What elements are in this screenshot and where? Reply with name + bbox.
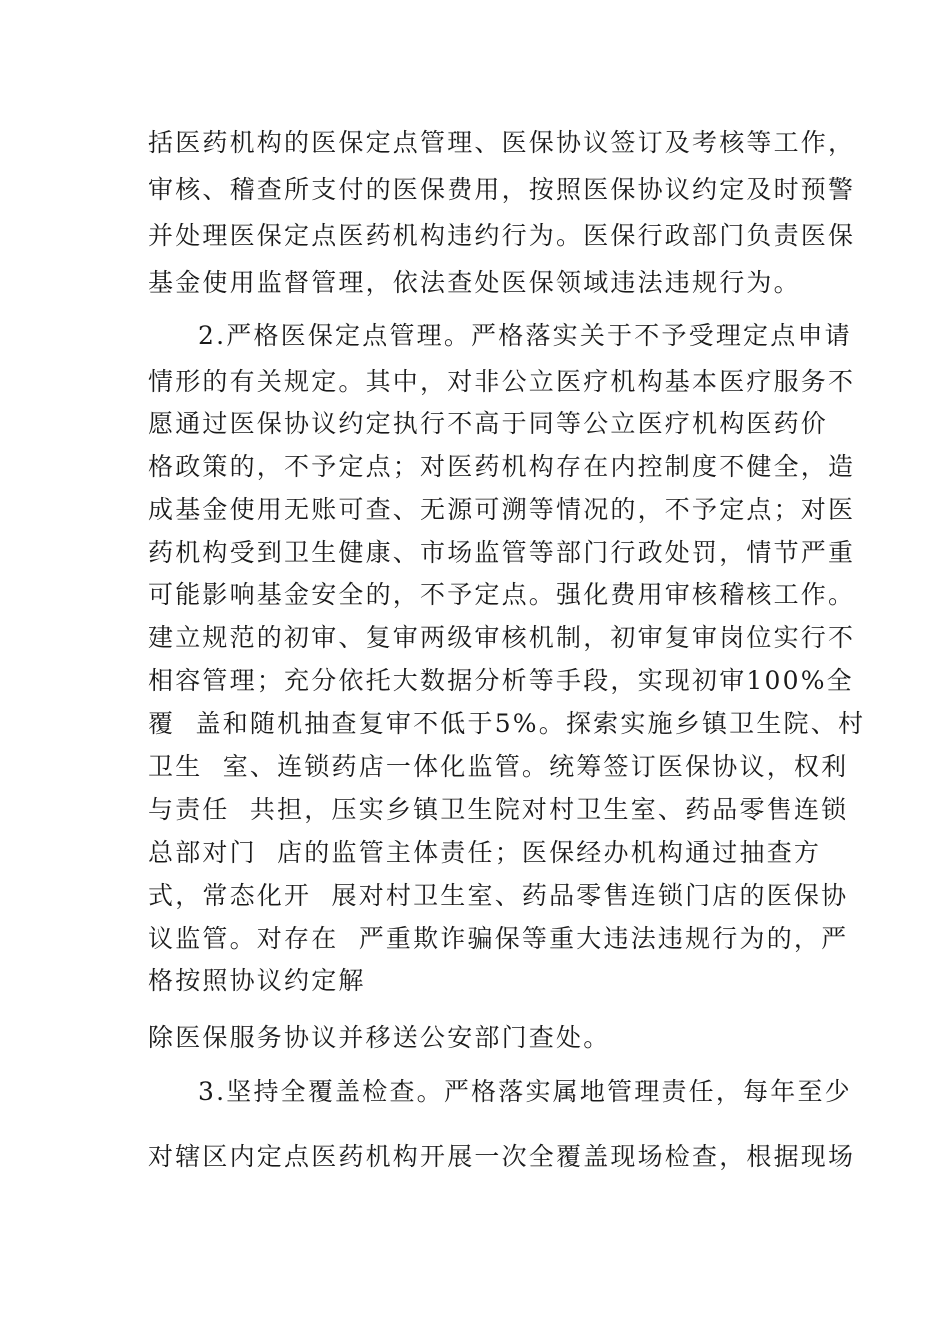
text-line: 并处理医保定点医药机构违约行为。医保行政部门负责医保: [148, 221, 856, 250]
text-line: 可能影响基金安全的，不予定点。强化费用审核稽核工作。: [148, 580, 856, 609]
text-line: 覆 盖和随机抽查复审不低于5%。探索实施乡镇卫生院、村: [148, 709, 866, 738]
text-line: 括医药机构的医保定点管理、医保协议签订及考核等工作，: [148, 128, 856, 157]
text-line: 建立规范的初审、复审两级审核机制，初审复审岗位实行不: [148, 623, 856, 652]
text-line: 基金使用监督管理，依法查处医保领域违法违规行为。: [148, 268, 801, 297]
text-line: 审核、稽查所支付的医保费用，按照医保协议约定及时预警: [148, 175, 856, 204]
text-line: 情形的有关规定。其中，对非公立医疗机构基本医疗服务不: [148, 367, 856, 396]
text-line: 格按照协议约定解: [148, 966, 366, 995]
paragraph-start-line: 2.严格医保定点管理。严格落实关于不予受理定点申请: [198, 321, 852, 350]
text-line: 卫生 室、连锁药店一体化监管。统筹签订医保协议，权利: [148, 752, 849, 781]
text-line: 格政策的，不予定点；对医药机构存在内控制度不健全，造: [148, 452, 856, 481]
text-line: 式，常态化开 展对村卫生室、药品零售连锁门店的医保协: [148, 881, 849, 910]
paragraph-start-line: 3.坚持全覆盖检查。严格落实属地管理责任，每年至少: [198, 1077, 852, 1106]
text-line: 愿通过医保协议约定执行不高于同等公立医疗机构医药价: [148, 409, 829, 438]
text-line: 除医保服务协议并移送公安部门查处。: [148, 1023, 611, 1052]
text-line: 对辖区内定点医药机构开展一次全覆盖现场检查，根据现场: [148, 1142, 856, 1171]
text-line: 成基金使用无账可查、无源可溯等情况的，不予定点；对医: [148, 495, 856, 524]
text-line: 相容管理；充分依托大数据分析等手段，实现初审100%全: [148, 666, 854, 695]
text-line: 议监管。对存在 严重欺诈骗保等重大违法违规行为的，严: [148, 924, 849, 953]
text-line: 总部对门 店的监管主体责任；医保经办机构通过抽查方: [148, 838, 822, 867]
text-line: 药机构受到卫生健康、市场监管等部门行政处罚，情节严重: [148, 538, 856, 567]
text-line: 与责任 共担，压实乡镇卫生院对村卫生室、药品零售连锁: [148, 795, 849, 824]
